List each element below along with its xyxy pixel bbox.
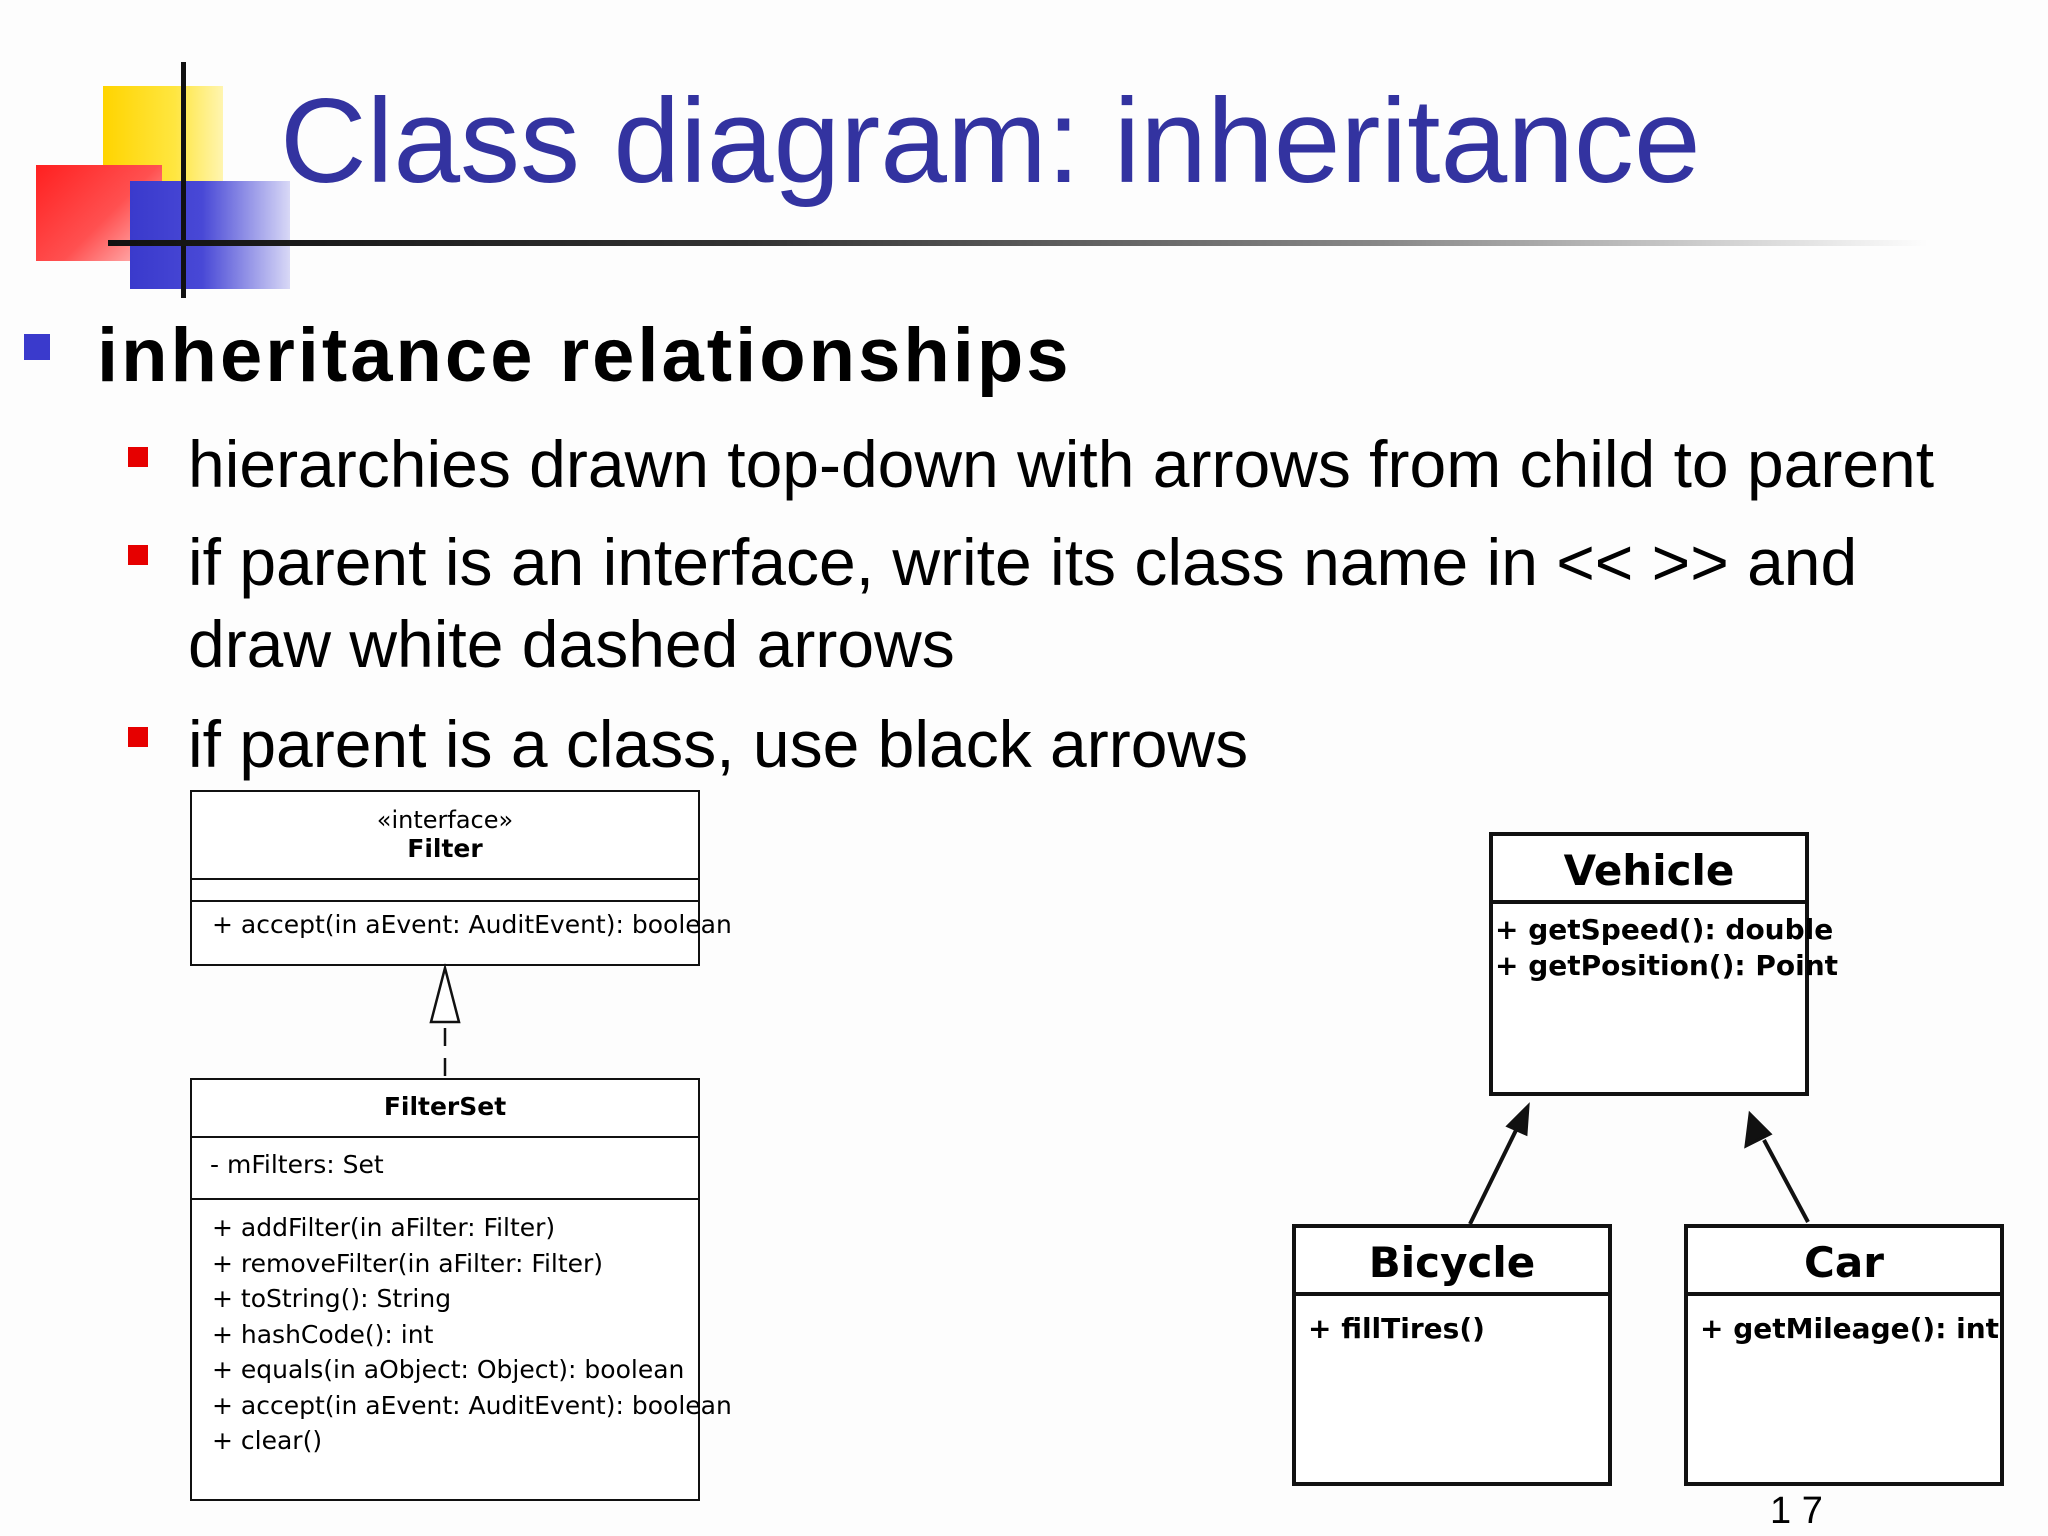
uml-class-name: Car: [1804, 1238, 1884, 1287]
uml-method: + getMileage(): int: [1700, 1312, 2000, 1345]
page-number: 1 7: [1770, 1490, 1823, 1532]
generalization-arrow-bicycle: [1470, 1106, 1528, 1224]
uml-method: + toString(): String: [212, 1284, 452, 1313]
uml-stereotype: «interface»: [376, 806, 514, 834]
uml-method: + accept(in aEvent: AuditEvent): boolean: [212, 1390, 732, 1420]
uml-method: + addFilter(in aFilter: Filter): [212, 1213, 556, 1242]
uml-method: + getPosition(): Point: [1495, 949, 1839, 982]
uml-method: + removeFilter(in aFilter: Filter): [212, 1248, 604, 1278]
main-bullet-text: inheritance relationships: [97, 313, 1072, 398]
slide-title: Class diagram: inheritance: [280, 74, 1701, 208]
uml-method: + getSpeed(): double: [1495, 913, 1834, 946]
uml-method: + equals(in aObject: Object): boolean: [212, 1355, 685, 1384]
realization-arrow: [431, 968, 459, 1076]
generalization-arrow-car: [1746, 1114, 1808, 1222]
uml-method: + accept(in aEvent: AuditEvent): boolean: [212, 910, 732, 939]
uml-class-name: FilterSet: [383, 1092, 507, 1121]
uml-method: + fillTires(): [1308, 1312, 1485, 1345]
uml-method: + clear(): [212, 1426, 323, 1455]
uml-class-name: Filter: [407, 834, 483, 863]
sub-bullet-text: hierarchies drawn top-down with arrows from child to parent: [188, 427, 1935, 501]
uml-class-name: Bicycle: [1368, 1238, 1536, 1287]
uml-class-name: Vehicle: [1563, 846, 1735, 895]
sub-bullet-text-continued: draw white dashed arrows: [188, 607, 955, 681]
sub-bullet-text: if parent is a class, use black arrows: [188, 707, 1249, 781]
sub-bullet-text: if parent is an interface, write its class name in << >> and: [188, 525, 1858, 599]
uml-attribute: - mFilters: Set: [210, 1150, 384, 1179]
uml-method: + hashCode(): int: [212, 1319, 434, 1349]
